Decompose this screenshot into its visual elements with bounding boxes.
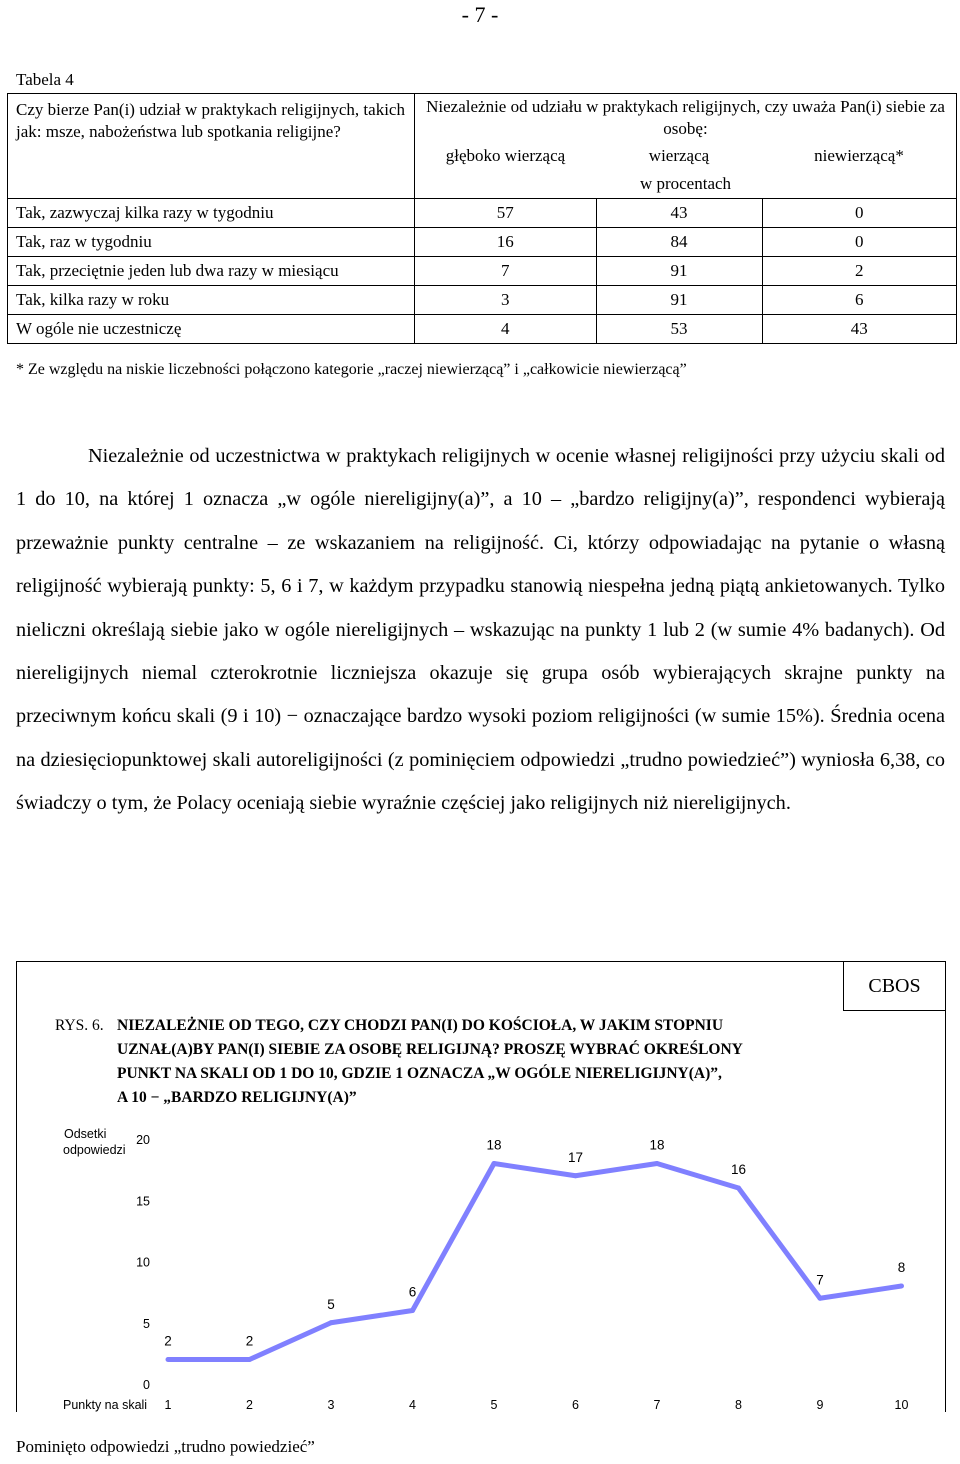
table-row [8, 286, 957, 315]
figure-title [55, 1014, 855, 1110]
omitted-note: Pominięto odpowiedzi „trudno powiedzieć” [16, 1437, 315, 1456]
line-chart [0, 1115, 960, 1420]
y-axis-label: Odsetki [64, 1127, 107, 1141]
y-axis-label: odpowiedzi [63, 1143, 126, 1157]
data-point [573, 1173, 578, 1178]
cell-value: 2 [762, 257, 957, 286]
cell-value: 43 [596, 199, 762, 228]
source-badge: CBOS [843, 961, 946, 1011]
table-footnote: * Ze względu na niskie liczebności połączono kategorie „raczej niewierzącą” i „całkowicie niewierzącą” [16, 361, 687, 378]
table-caption: Tabela 4 [16, 70, 74, 89]
cell-value: 91 [596, 257, 762, 286]
table-row [8, 228, 957, 257]
x-axis-label: Punkty na skali [63, 1398, 148, 1412]
data-point [899, 1284, 904, 1289]
cell-value: 0 [762, 228, 957, 257]
x-tick-label: 6 [572, 1398, 579, 1412]
figure-number: RYS. 6. [55, 1017, 104, 1034]
data-label: 18 [486, 1137, 502, 1153]
cell-value: 4 [415, 315, 597, 344]
data-label: 2 [164, 1333, 172, 1349]
cell-value: 7 [415, 257, 597, 286]
data-point [655, 1161, 660, 1166]
data-point [166, 1357, 171, 1362]
data-label: 8 [897, 1260, 906, 1275]
question-header: Czy bierze Pan(i) udział w praktykach religijnych, takich jak: msze, nabożeństwa lub spotkania religijne? [8, 94, 415, 199]
row-label: W ogóle nie uczestniczę [8, 315, 415, 344]
x-tick-label: 9 [816, 1398, 824, 1412]
x-tick-label: 8 [735, 1398, 742, 1412]
figure-title-line: NIEZALEŻNIE OD TEGO, CZY CHODZI PAN(I) DO KOŚCIOŁA, W JAKIM STOPNIU [117, 1017, 724, 1034]
paragraph-text: Niezależnie od uczestnictwa w praktykach religijnych w ocenie własnej religijności przy użyciu skali od 1 do 10, na której 1 oznacza „w ogóle niereligijny(a)”, a 10 – „bardzo religijny(a)”, respondenci wybierają przeważnie punkty centralne – ze wskazaniem na religijność. Ci, którzy odpowiadając na pytanie o własną religijność wybierają punkty: 5, 6 i 7, w każdym przypadku stanowią niespełna jedną piątą ankietowanych. Tylko nieliczni określają siebie jako w ogóle niereligijnych – wskazując na punkty 1 lub 2 (w sumie 4% badanych). Od niereligijnych niemal czterokrotnie liczniejsza okazuje się grupa osób wybierających skrajne punkty na przeciwnym końcu skali (9 i 10) − oznaczające bardzo wysoki poziom religijności (w sumie 15%). Średnia ocena na dziesięciopunktowej skali autoreligijności (z pominięciem odpowiedzi „trudno powiedzieć”) wyniosła 6,38, co świadczy o tym, że Polacy oceniają siebie wyraźnie częściej jako religijnych niż niereligijnych. [16, 445, 945, 815]
y-tick-label: 10 [136, 1255, 150, 1270]
row-label: Tak, zazwyczaj kilka razy w tygodniu [8, 199, 415, 228]
data-label: 17 [567, 1149, 584, 1165]
cell-value: 0 [762, 199, 957, 228]
data-label: 2 [245, 1333, 254, 1349]
data-label: 18 [649, 1137, 665, 1153]
column-header-niewierzaca: niewierzącą* [762, 142, 957, 170]
column-header-wierzaca: wierzącą [648, 146, 710, 165]
main-header: Niezależnie od udziału w praktykach religijnych, czy uważa Pan(i) siebie za osobę: [415, 94, 957, 143]
page-number: - 7 - [461, 2, 499, 27]
unit-header: w procentach [415, 170, 957, 199]
table-row [8, 257, 957, 286]
data-point [410, 1308, 415, 1313]
y-tick-label: 15 [136, 1194, 150, 1209]
cell-value: 6 [762, 286, 957, 315]
data-point [818, 1296, 823, 1301]
data-label: 16 [730, 1162, 747, 1177]
y-tick-label: 5 [143, 1316, 150, 1331]
figure-title-line: PUNKT NA SKALI OD 1 DO 10, GDZIE 1 OZNACZA „W OGÓLE NIERELIGIJNY(A)”, [117, 1065, 722, 1082]
cell-value: 16 [415, 228, 597, 257]
data-label: 6 [408, 1284, 417, 1300]
x-tick-label: 1 [164, 1398, 172, 1412]
data-point [247, 1357, 252, 1362]
x-tick-label: 3 [327, 1398, 335, 1412]
data-point [329, 1320, 334, 1325]
y-tick-label: 0 [143, 1378, 150, 1392]
data-label: 7 [816, 1272, 824, 1288]
body-paragraph [16, 435, 945, 826]
row-label: Tak, raz w tygodniu [8, 228, 415, 257]
row-label: Tak, przeciętnie jeden lub dwa razy w miesiącu [8, 257, 415, 286]
cell-value: 43 [762, 315, 957, 344]
table-row [8, 199, 957, 228]
figure-title-line: UZNAŁ(A)BY PAN(I) SIEBIE ZA OSOBĘ RELIGIJNĄ? PROSZĘ WYBRAĆ OKREŚLONY [117, 1041, 743, 1058]
cell-value: 84 [596, 228, 762, 257]
cell-value: 91 [596, 286, 762, 315]
cell-value: 53 [596, 315, 762, 344]
figure-title-line: A 10 − „BARDZO RELIGIJNY(A)” [117, 1089, 357, 1106]
table-row [8, 315, 957, 344]
x-tick-label: 4 [409, 1398, 416, 1412]
data-point [492, 1161, 497, 1166]
data-table [7, 93, 957, 344]
data-label: 5 [327, 1296, 335, 1312]
data-point [736, 1186, 741, 1191]
series-line [168, 1164, 902, 1360]
x-tick-label: 10 [894, 1398, 909, 1412]
y-tick-label: 20 [136, 1133, 150, 1147]
x-tick-label: 2 [246, 1398, 253, 1412]
row-label: Tak, kilka razy w roku [8, 286, 415, 315]
x-tick-label: 5 [490, 1398, 498, 1412]
cell-value: 3 [415, 286, 597, 315]
cell-value: 57 [415, 199, 597, 228]
column-header-gleboko: głęboko wierzącą [415, 142, 597, 170]
x-tick-label: 7 [653, 1398, 661, 1412]
